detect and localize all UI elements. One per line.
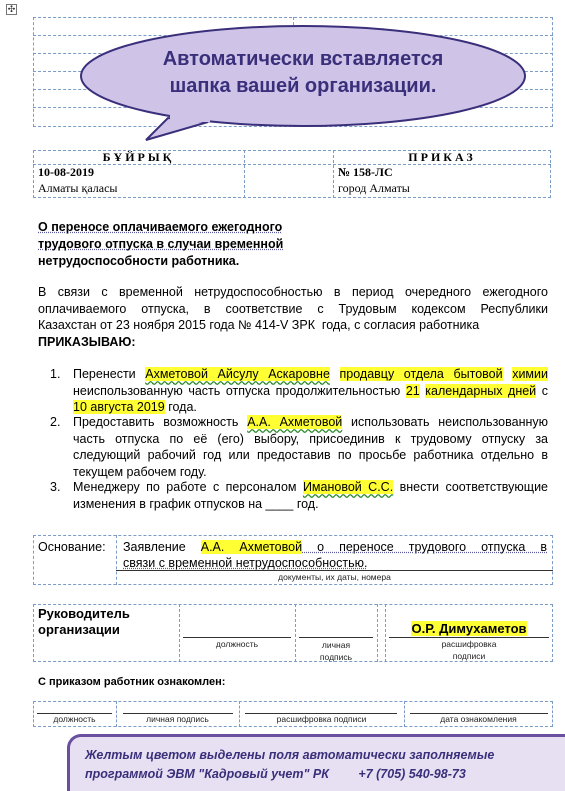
item-3-hr-manager: Имановой С.С. — [302, 480, 394, 494]
city-ru: город Алматы — [338, 181, 410, 195]
item-3-text-a: Менеджеру по работе с персоналом — [73, 480, 303, 494]
basis-table — [33, 535, 553, 585]
item-1-position-cont: химии — [512, 367, 548, 381]
acknowledgement-text: С приказом работник ознакомлен: — [38, 676, 226, 688]
footer-phone[interactable]: +7 (705) 540-98-73 — [358, 767, 466, 781]
item-1-number: 1. — [50, 367, 61, 381]
ack-cap-date: дата ознакомления — [440, 714, 517, 724]
intro-line-3: Казахстан от 23 ноября 2015 года № 414-V ЗРК года, с согласия работника — [38, 318, 480, 332]
head-title-line-1: Руководитель — [38, 606, 130, 621]
sig-cap-position: должность — [215, 639, 259, 649]
basis-text-b: о переносе трудового отпуска в — [302, 540, 547, 554]
item-1-text-e: года. — [164, 400, 197, 414]
item-3-number: 3. — [50, 480, 61, 494]
item-1-text-b — [330, 367, 340, 381]
title-line-2 — [38, 236, 338, 253]
item-3-text-b: внести соответствующие изменения в график отпусков на ____ год. — [73, 480, 549, 511]
basis-employee-name: А.А. Ахметовой — [200, 540, 303, 554]
sig-cap-personal-1: личная — [321, 640, 351, 650]
order-number: № 158-ЛС — [338, 165, 393, 179]
basis-text-c: связи с временной нетрудоспособностью. — [123, 556, 368, 570]
item-1-text-d: с — [536, 383, 548, 398]
callout-line-1: Автоматически вставляется — [162, 48, 444, 70]
order-date: 10-08-2019 — [38, 165, 94, 179]
sig-cap-decode-1: расшифровка — [441, 639, 497, 649]
order-title-ru: ПРИКАЗ — [408, 150, 476, 164]
item-1-days-unit: календарных дней — [425, 383, 537, 398]
sig-cap-personal-2: подпись — [319, 652, 353, 662]
item-1-text-c: неиспользованную часть отпуска продолжительностью — [73, 383, 406, 398]
item-1-position: продавцу отдела бытовой — [339, 367, 503, 381]
acknowledgement-table — [33, 701, 553, 727]
intro-paragraph — [38, 284, 548, 350]
footer-line-1: Желтым цветом выделены поля автоматически заполняемые — [85, 748, 495, 762]
title-line-1 — [38, 219, 338, 236]
item-2-employee-name: А.А. Ахметовой — [247, 415, 343, 429]
item-2-number: 2. — [50, 415, 61, 429]
intro-line-2: оплачиваемого отпуска, в соответствие с Трудовым кодексом Республики — [38, 301, 548, 316]
city-kz: Алматы қаласы — [38, 181, 118, 195]
footer-info-panel — [67, 734, 565, 791]
item-2-text-a: Предоставить возможность — [73, 415, 248, 429]
intro-line-1: В связи с временной нетрудоспособностью в период очередного ежегодного — [38, 285, 548, 299]
callout-line-2: шапка вашей организации. — [169, 75, 437, 97]
item-1-date: 10 августа 2019 — [73, 400, 165, 414]
basis-text-a: Заявление — [123, 540, 201, 554]
header-callout — [78, 22, 528, 142]
item-1-text-a: Перенести — [73, 367, 146, 381]
head-title-line-2: организации — [38, 622, 120, 637]
order-header-table — [33, 150, 551, 198]
footer-line-2: программой ЭВМ "Кадровый учет" РК — [85, 767, 329, 781]
signature-table — [33, 604, 553, 662]
item-1-days: 21 — [405, 383, 420, 398]
sig-cap-decode-2: подписи — [452, 651, 486, 661]
order-word: ПРИКАЗЫВАЮ: — [38, 334, 136, 349]
signer-name: О.Р. Димухаметов — [411, 621, 527, 636]
document-title — [38, 219, 338, 270]
item-1-employee-name: Ахметовой Айсулу Аскаровне — [145, 367, 330, 381]
move-handle-icon[interactable]: ✣ — [7, 4, 16, 14]
title-line-3: нетрудоспособности работника. — [38, 254, 240, 268]
ack-cap-signature: личная подпись — [146, 714, 209, 724]
order-title-kz: БҰЙРЫҚ — [102, 150, 175, 164]
title-line-1-text: О переносе оплачиваемого ежегодного — [38, 220, 283, 234]
basis-caption: документы, их даты, номера — [278, 572, 391, 582]
basis-label: Основание: — [38, 540, 106, 554]
item-2-text-b: использовать неиспользованную часть отпуска по её (его) выбору, присоединив к трудовому отпуску за следующий рабочий год или предоставив по просьбе работника отдельно в текущем рабочем году. — [73, 415, 548, 479]
ack-cap-position: должность — [53, 714, 96, 724]
ack-cap-decode: расшифровка подписи — [276, 714, 367, 724]
title-line-2-text: трудового отпуска в случаи временной — [38, 237, 284, 251]
